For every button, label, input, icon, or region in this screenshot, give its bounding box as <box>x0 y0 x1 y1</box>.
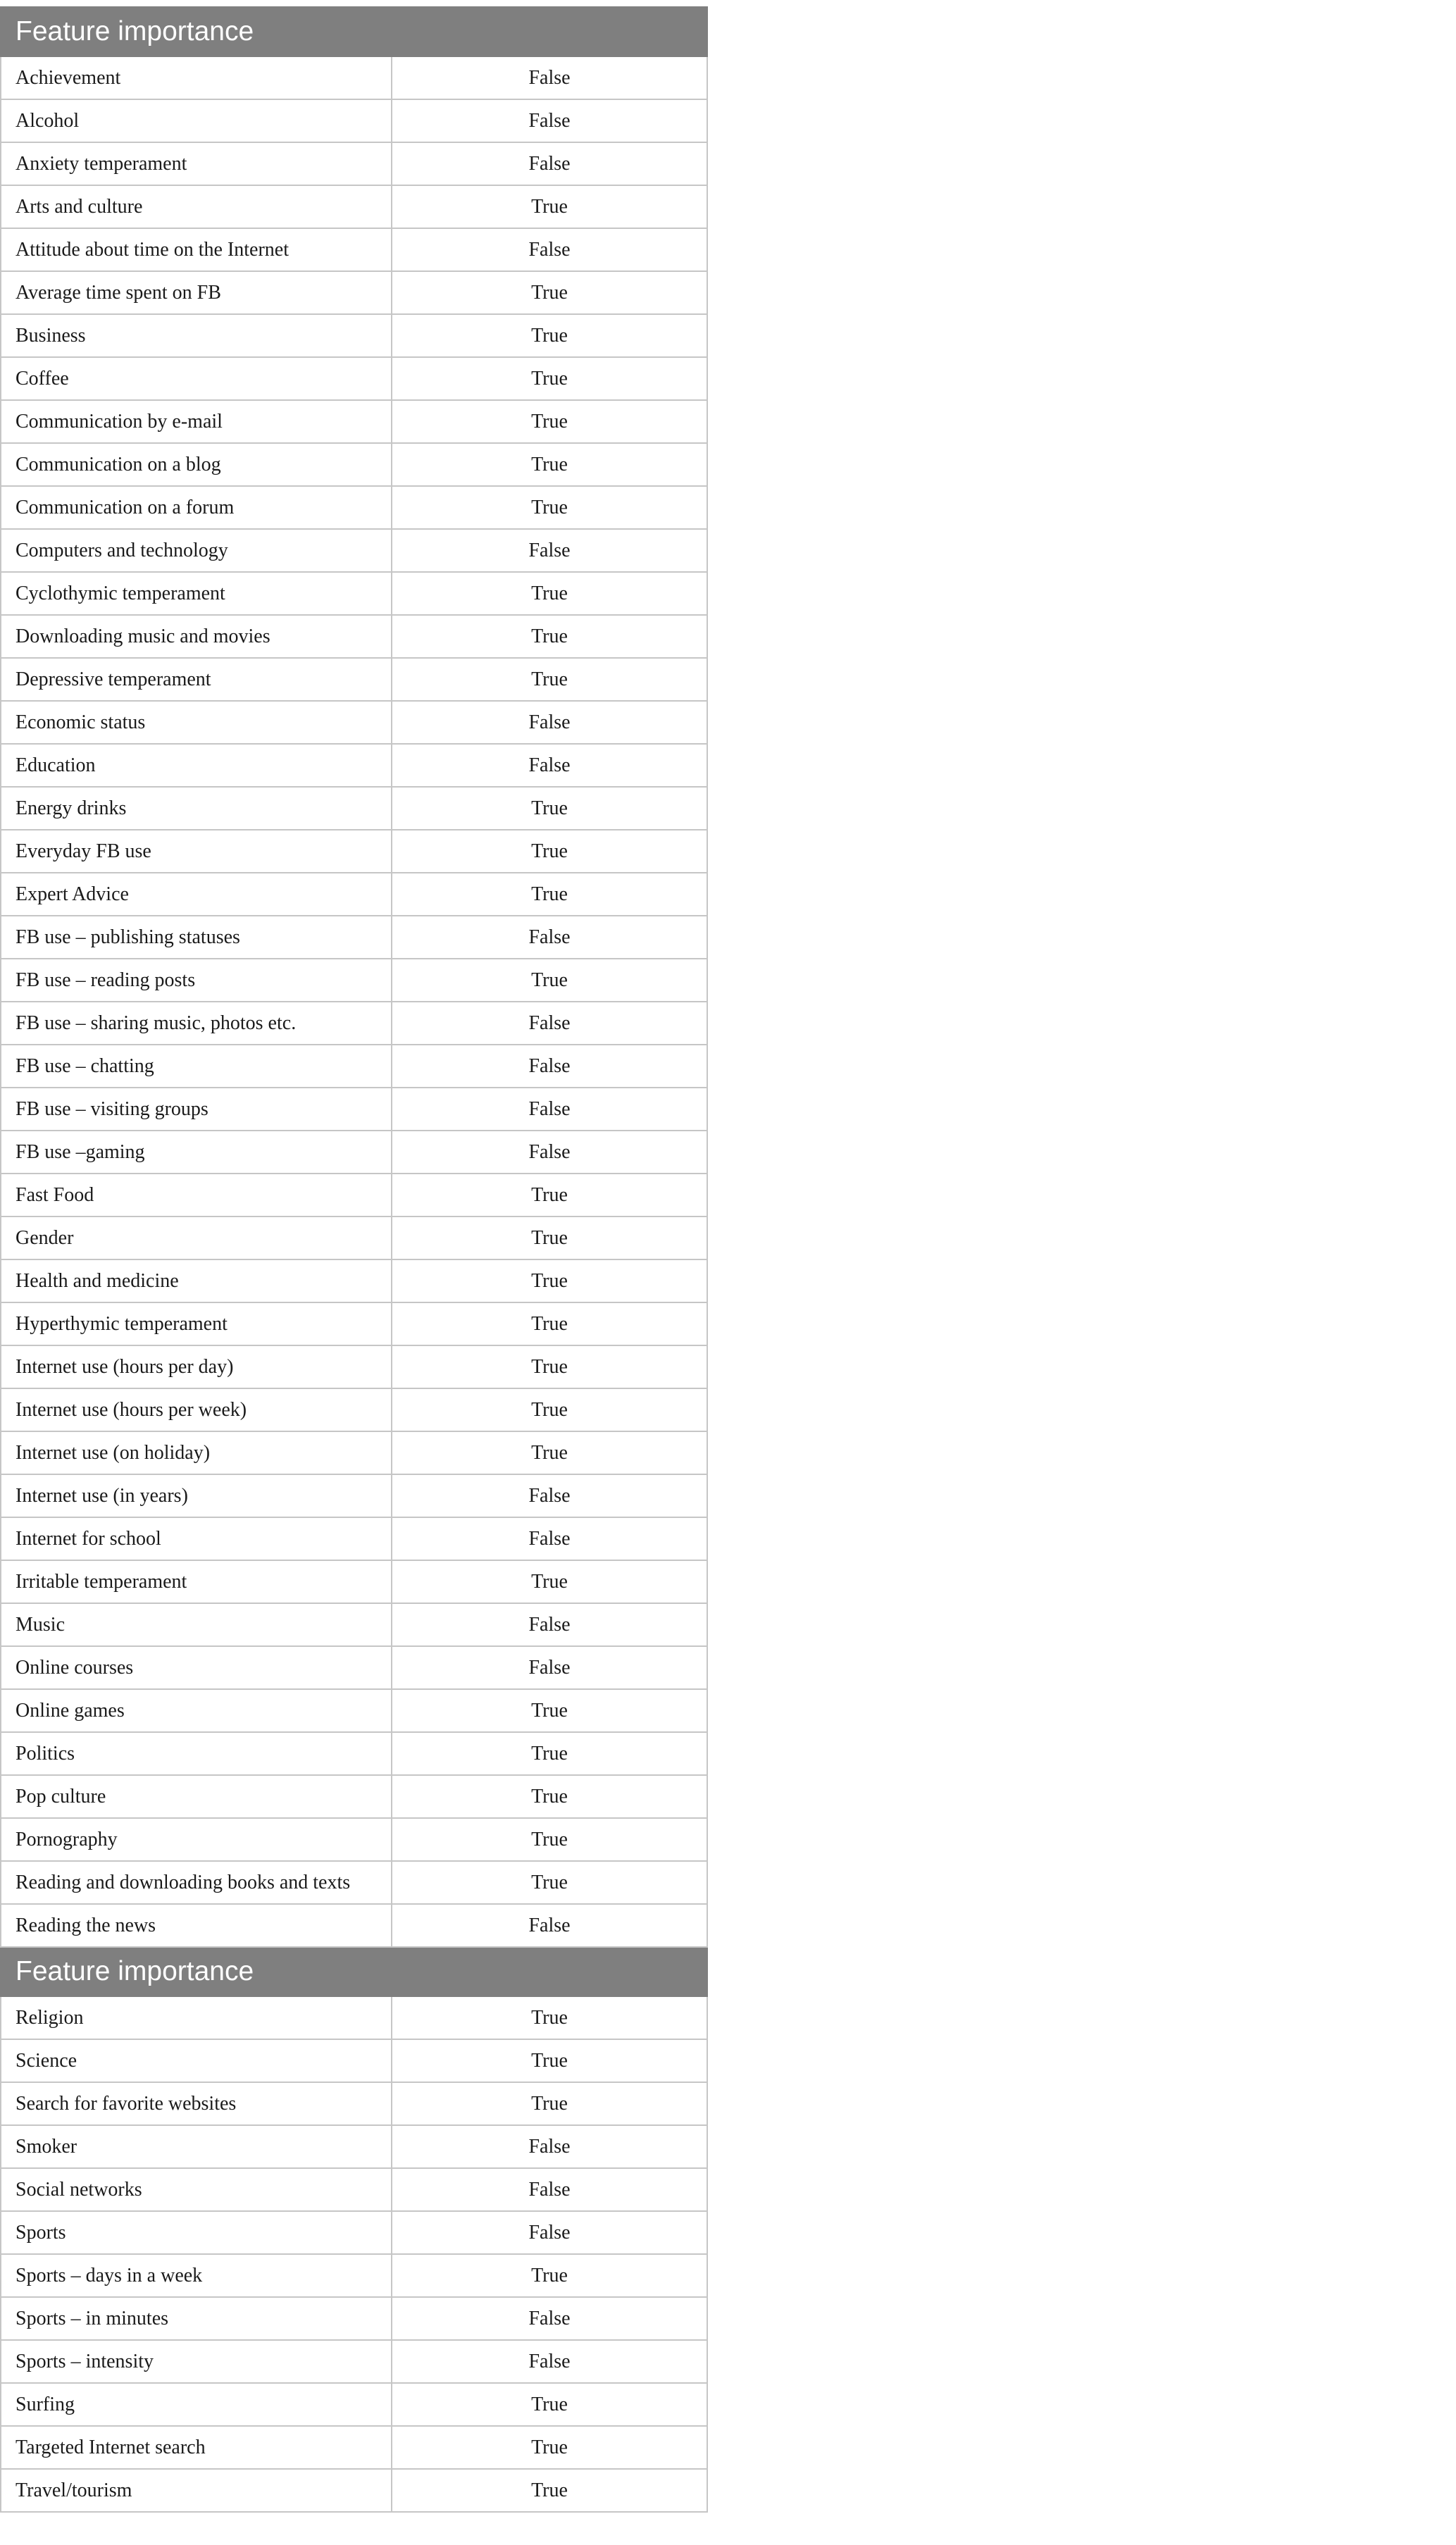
feature-name-cell: FB use – sharing music, photos etc. <box>1 1002 392 1045</box>
importance-value-cell: True <box>392 1861 707 1904</box>
feature-name-cell: Cyclothymic temperament <box>1 572 392 615</box>
importance-value-cell: False <box>392 1517 707 1560</box>
importance-value-cell: False <box>392 701 707 744</box>
importance-value-cell: True <box>392 271 707 314</box>
importance-value-cell: True <box>392 1259 707 1302</box>
importance-value-cell: True <box>392 357 707 400</box>
table-row <box>1 701 707 744</box>
importance-value-cell: True <box>392 1174 707 1217</box>
importance-value-cell: False <box>392 2340 707 2383</box>
section-header: Feature importance <box>1 1947 707 1996</box>
importance-value-cell: False <box>392 1131 707 1174</box>
table-row <box>1 2469 707 2512</box>
importance-value-cell: True <box>392 873 707 916</box>
feature-name-cell: Pop culture <box>1 1775 392 1818</box>
table-row <box>1 400 707 443</box>
importance-value-cell: False <box>392 228 707 271</box>
table-row <box>1 916 707 959</box>
feature-name-cell: Internet use (in years) <box>1 1474 392 1517</box>
feature-name-cell: Everyday FB use <box>1 830 392 873</box>
feature-name-cell: FB use – reading posts <box>1 959 392 1002</box>
feature-name-cell: Economic status <box>1 701 392 744</box>
table-row <box>1 1474 707 1517</box>
importance-value-cell: True <box>392 1732 707 1775</box>
feature-name-cell: Achievement <box>1 56 392 99</box>
table-row <box>1 1045 707 1088</box>
table-row <box>1 2168 707 2211</box>
table-row <box>1 615 707 658</box>
importance-value-cell: True <box>392 1302 707 1345</box>
importance-value-cell: True <box>392 959 707 1002</box>
feature-name-cell: Arts and culture <box>1 185 392 228</box>
importance-value-cell: False <box>392 1603 707 1646</box>
importance-value-cell: False <box>392 1646 707 1689</box>
feature-name-cell: Business <box>1 314 392 357</box>
feature-name-cell: FB use – visiting groups <box>1 1088 392 1131</box>
feature-name-cell: Depressive temperament <box>1 658 392 701</box>
feature-name-cell: FB use – publishing statuses <box>1 916 392 959</box>
feature-name-cell: Communication on a blog <box>1 443 392 486</box>
table-row <box>1 2082 707 2125</box>
importance-value-cell: True <box>392 1217 707 1259</box>
importance-value-cell: True <box>392 615 707 658</box>
importance-value-cell: True <box>392 1818 707 1861</box>
importance-value-cell: True <box>392 314 707 357</box>
table-row <box>1 1996 707 2039</box>
importance-value-cell: True <box>392 1560 707 1603</box>
table-row <box>1 959 707 1002</box>
importance-value-cell: False <box>392 916 707 959</box>
importance-value-cell: True <box>392 1775 707 1818</box>
importance-value-cell: True <box>392 2426 707 2469</box>
feature-name-cell: Communication by e-mail <box>1 400 392 443</box>
feature-name-cell: Targeted Internet search <box>1 2426 392 2469</box>
feature-name-cell: Downloading music and movies <box>1 615 392 658</box>
feature-name-cell: Hyperthymic temperament <box>1 1302 392 1345</box>
importance-value-cell: True <box>392 1996 707 2039</box>
table-row <box>1 2125 707 2168</box>
table-row <box>1 56 707 99</box>
feature-name-cell: Attitude about time on the Internet <box>1 228 392 271</box>
feature-name-cell: Irritable temperament <box>1 1560 392 1603</box>
importance-value-cell: False <box>392 1002 707 1045</box>
importance-value-cell: True <box>392 658 707 701</box>
table-row <box>1 2254 707 2297</box>
feature-name-cell: Politics <box>1 1732 392 1775</box>
table-row <box>1 1646 707 1689</box>
importance-value-cell: True <box>392 486 707 529</box>
table-row <box>1 1689 707 1732</box>
feature-name-cell: Sports <box>1 2211 392 2254</box>
feature-name-cell: Sports – in minutes <box>1 2297 392 2340</box>
importance-value-cell: True <box>392 2383 707 2426</box>
importance-value-cell: True <box>392 2082 707 2125</box>
table-row <box>1 314 707 357</box>
table-row <box>1 2383 707 2426</box>
table-row <box>1 1431 707 1474</box>
feature-name-cell: Coffee <box>1 357 392 400</box>
importance-value-cell: False <box>392 142 707 185</box>
importance-value-cell: True <box>392 443 707 486</box>
importance-value-cell: False <box>392 1904 707 1947</box>
feature-name-cell: FB use –gaming <box>1 1131 392 1174</box>
table-row <box>1 2340 707 2383</box>
table-row <box>1 271 707 314</box>
table-row <box>1 1088 707 1131</box>
feature-importance-table <box>0 6 708 2513</box>
importance-value-cell: False <box>392 1045 707 1088</box>
section-header-row <box>1 7 707 56</box>
table-row <box>1 486 707 529</box>
table-row <box>1 1174 707 1217</box>
table-row <box>1 443 707 486</box>
feature-name-cell: Fast Food <box>1 1174 392 1217</box>
table-row <box>1 529 707 572</box>
feature-name-cell: Smoker <box>1 2125 392 2168</box>
table-row <box>1 2211 707 2254</box>
table-row <box>1 142 707 185</box>
table-row <box>1 357 707 400</box>
feature-name-cell: Alcohol <box>1 99 392 142</box>
feature-name-cell: FB use – chatting <box>1 1045 392 1088</box>
importance-value-cell: False <box>392 2297 707 2340</box>
importance-value-cell: True <box>392 572 707 615</box>
table-row <box>1 1818 707 1861</box>
importance-value-cell: True <box>392 2039 707 2082</box>
feature-name-cell: Music <box>1 1603 392 1646</box>
importance-value-cell: False <box>392 99 707 142</box>
feature-name-cell: Communication on a forum <box>1 486 392 529</box>
table-row <box>1 2426 707 2469</box>
importance-value-cell: False <box>392 2168 707 2211</box>
table-row <box>1 1259 707 1302</box>
section-header-row <box>1 1947 707 1996</box>
importance-value-cell: True <box>392 787 707 830</box>
importance-value-cell: True <box>392 830 707 873</box>
feature-name-cell: Internet for school <box>1 1517 392 1560</box>
importance-value-cell: True <box>392 1689 707 1732</box>
importance-value-cell: True <box>392 2254 707 2297</box>
feature-name-cell: Reading and downloading books and texts <box>1 1861 392 1904</box>
table-row <box>1 185 707 228</box>
feature-name-cell: Education <box>1 744 392 787</box>
table-row <box>1 1131 707 1174</box>
feature-name-cell: Energy drinks <box>1 787 392 830</box>
importance-value-cell: True <box>392 2469 707 2512</box>
table-row <box>1 1904 707 1947</box>
importance-value-cell: False <box>392 529 707 572</box>
table-row <box>1 787 707 830</box>
feature-name-cell: Science <box>1 2039 392 2082</box>
table-body <box>1 7 707 2512</box>
feature-name-cell: Surfing <box>1 2383 392 2426</box>
feature-name-cell: Reading the news <box>1 1904 392 1947</box>
importance-value-cell: False <box>392 2211 707 2254</box>
feature-importance-table-container <box>0 6 707 2513</box>
feature-name-cell: Pornography <box>1 1818 392 1861</box>
importance-value-cell: True <box>392 1345 707 1388</box>
feature-name-cell: Expert Advice <box>1 873 392 916</box>
table-row <box>1 1775 707 1818</box>
importance-value-cell: True <box>392 400 707 443</box>
feature-name-cell: Computers and technology <box>1 529 392 572</box>
feature-name-cell: Internet use (hours per day) <box>1 1345 392 1388</box>
feature-name-cell: Anxiety temperament <box>1 142 392 185</box>
table-row <box>1 830 707 873</box>
feature-name-cell: Religion <box>1 1996 392 2039</box>
importance-value-cell: True <box>392 185 707 228</box>
table-row <box>1 1302 707 1345</box>
feature-name-cell: Search for favorite websites <box>1 2082 392 2125</box>
importance-value-cell: False <box>392 2125 707 2168</box>
importance-value-cell: True <box>392 1431 707 1474</box>
table-row <box>1 572 707 615</box>
feature-name-cell: Internet use (hours per week) <box>1 1388 392 1431</box>
feature-name-cell: Gender <box>1 1217 392 1259</box>
table-row <box>1 2039 707 2082</box>
section-header: Feature importance <box>1 7 707 56</box>
table-row <box>1 1002 707 1045</box>
table-row <box>1 1560 707 1603</box>
feature-name-cell: Online courses <box>1 1646 392 1689</box>
table-row <box>1 1517 707 1560</box>
table-row <box>1 1217 707 1259</box>
importance-value-cell: False <box>392 1088 707 1131</box>
table-row <box>1 1603 707 1646</box>
table-row <box>1 744 707 787</box>
feature-name-cell: Social networks <box>1 2168 392 2211</box>
importance-value-cell: False <box>392 1474 707 1517</box>
table-row <box>1 1732 707 1775</box>
feature-name-cell: Sports – days in a week <box>1 2254 392 2297</box>
table-row <box>1 1861 707 1904</box>
feature-name-cell: Health and medicine <box>1 1259 392 1302</box>
feature-name-cell: Internet use (on holiday) <box>1 1431 392 1474</box>
table-row <box>1 658 707 701</box>
feature-name-cell: Sports – intensity <box>1 2340 392 2383</box>
importance-value-cell: False <box>392 744 707 787</box>
feature-name-cell: Online games <box>1 1689 392 1732</box>
table-row <box>1 2297 707 2340</box>
table-row <box>1 99 707 142</box>
table-row <box>1 228 707 271</box>
table-row <box>1 1388 707 1431</box>
importance-value-cell: False <box>392 56 707 99</box>
table-row <box>1 1345 707 1388</box>
feature-name-cell: Travel/tourism <box>1 2469 392 2512</box>
table-row <box>1 873 707 916</box>
importance-value-cell: True <box>392 1388 707 1431</box>
feature-name-cell: Average time spent on FB <box>1 271 392 314</box>
